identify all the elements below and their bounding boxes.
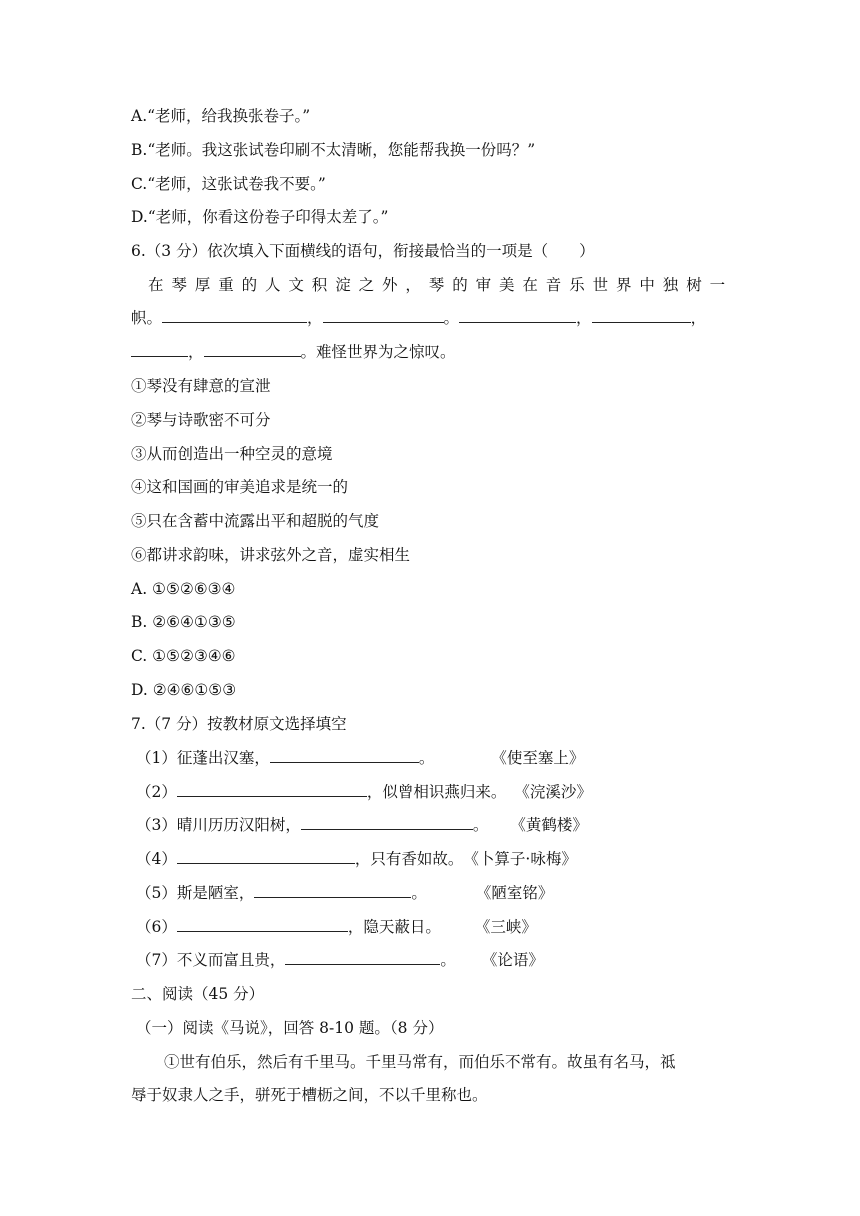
q7-item-5	[136, 883, 553, 903]
reading-subheading: （一）阅读《马说》，回答 8-10 题。（8 分）	[136, 1019, 444, 1037]
fill-blank	[131, 342, 188, 357]
item-text: ，似曾相识燕归来。	[366, 783, 507, 801]
source-title: 《浣溪沙》	[514, 783, 592, 801]
punct: ，	[576, 309, 592, 327]
q7-item-2	[136, 782, 592, 802]
item-text: （3）晴川历历汉阳树，	[136, 816, 301, 834]
item-text: ，隐天蔽日。	[347, 918, 441, 936]
fill-blank	[459, 308, 576, 323]
punct: ，	[690, 309, 707, 327]
item-text: 。	[440, 951, 456, 969]
q7-item-7	[136, 950, 544, 970]
fill-blank	[254, 883, 411, 898]
q6-item: ⑤只在含蓄中流露出平和超脱的气度	[131, 512, 380, 530]
fill-blank	[204, 342, 301, 357]
item-text: （7）不义而富且贵，	[136, 951, 286, 969]
fill-blank	[323, 308, 444, 323]
q7-item-1	[136, 748, 584, 768]
fill-blank	[177, 782, 367, 797]
q6-option-b: B. ②⑥④①③⑤	[131, 613, 236, 631]
passage-text: 。难怪世界为之惊叹。	[300, 343, 456, 361]
source-title: 《使至塞上》	[491, 749, 585, 767]
source-title: 《卜算子·咏梅》	[463, 850, 577, 868]
q6-passage-line1: 在琴厚重的人文积淀之外，琴的审美在音乐世界中独树一	[148, 276, 734, 294]
item-text: 。	[418, 749, 435, 767]
item-text: （1）征蓬出汉塞，	[136, 749, 270, 767]
fill-blank	[162, 308, 307, 323]
q6-item: ②琴与诗歌密不可分	[131, 411, 271, 429]
punct: 。	[443, 309, 460, 327]
q6-item: ③从而创造出一种空灵的意境	[131, 445, 333, 463]
q6-item: ⑥都讲求韵味，讲求弦外之音，虚实相生	[131, 546, 411, 564]
source-title: 《陋室铭》	[475, 884, 554, 902]
q5-option-a: A.“老师，给我换张卷子。”	[131, 107, 311, 125]
punct: ，	[307, 309, 323, 327]
passage-text: 帜。	[131, 309, 163, 327]
punct: ，	[188, 343, 204, 361]
item-text: （2）	[136, 783, 177, 801]
q6-passage-line2	[131, 308, 706, 328]
q7-item-6	[136, 917, 537, 937]
item-text: （4）	[136, 850, 177, 868]
source-title: 《三峡》	[474, 918, 537, 936]
source-title: 《论语》	[481, 951, 544, 969]
q6-item: ①琴没有肆意的宣泄	[131, 377, 271, 395]
item-text: ，只有香如故。	[354, 850, 464, 868]
passage-line: ①世有伯乐，然后有千里马。千里马常有，而伯乐不常有。故虽有名马，祗	[164, 1053, 676, 1071]
q5-option-b: B.“老师。我这张试卷印刷不太清晰，您能帮我换一份吗？”	[131, 141, 536, 159]
q6-item: ④这和国画的审美追求是统一的	[131, 478, 349, 496]
fill-blank	[177, 917, 348, 932]
q6-option-a: A. ①⑤②⑥③④	[131, 580, 236, 598]
q7-item-3	[136, 815, 588, 835]
source-title: 《黄鹤楼》	[510, 816, 588, 834]
q6-stem: 6.（3 分）依次填入下面横线的语句，衔接最恰当的一项是（ ）	[131, 242, 595, 260]
item-text: （5）斯是陋室，	[136, 884, 255, 902]
fill-blank	[592, 308, 691, 323]
fill-blank	[177, 849, 355, 864]
fill-blank	[285, 950, 440, 965]
q6-passage-line3	[131, 342, 456, 362]
q6-option-c: C. ①⑤②③④⑥	[131, 647, 236, 665]
fill-blank	[301, 815, 473, 830]
q5-option-d: D.“老师，你看这份卷子印得太差了。”	[131, 208, 389, 226]
fill-blank	[270, 748, 419, 763]
item-text: （6）	[136, 918, 177, 936]
q7-item-4	[136, 849, 577, 869]
section-heading: 二、阅读（45 分）	[131, 985, 265, 1003]
q5-option-c: C.“老师，这张试卷我不要。”	[131, 175, 326, 193]
item-text: 。	[411, 884, 427, 902]
q6-option-d: D. ②④⑥①⑤③	[131, 681, 237, 699]
item-text: 。	[472, 816, 489, 834]
q7-stem: 7.（7 分）按教材原文选择填空	[131, 715, 347, 733]
passage-line: 辱于奴隶人之手，骈死于槽枥之间，不以千里称也。	[131, 1086, 488, 1104]
